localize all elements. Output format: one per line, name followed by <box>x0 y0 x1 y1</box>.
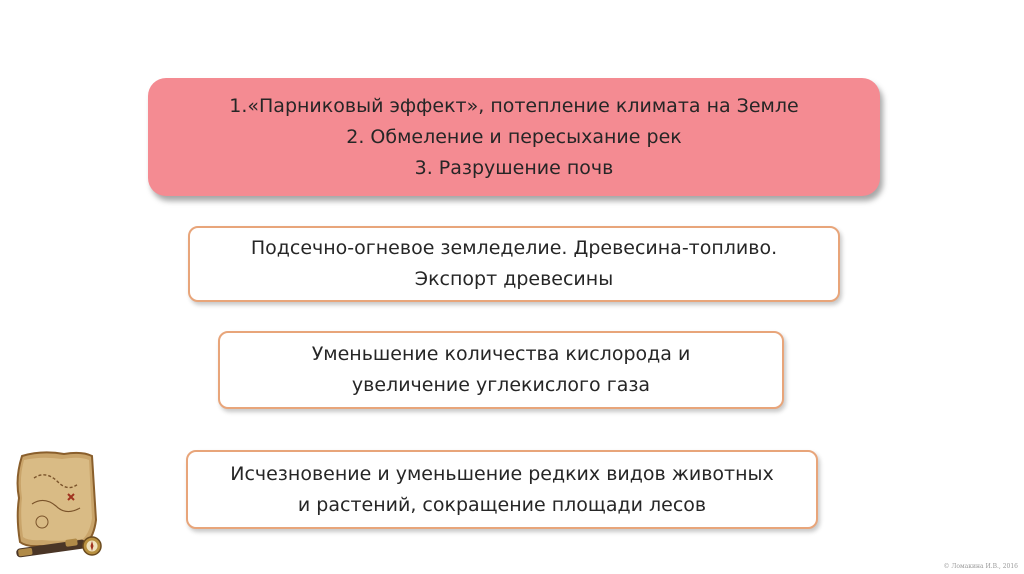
oxygen-box <box>218 331 784 409</box>
species-line-1: Исчезновение и уменьшение редких видов животных <box>230 462 774 485</box>
treasure-map-spyglass-compass-icon <box>12 448 104 560</box>
species-box <box>186 450 818 529</box>
effects-box <box>148 78 880 196</box>
causes-box <box>188 226 840 302</box>
effects-line-3: 3. Разрушение почв <box>414 156 614 179</box>
species-line-2: и растений, сокращение площади лесов <box>297 493 707 516</box>
copyright-text: © Ломакина И.В., 2016 <box>943 563 1018 570</box>
causes-line-2: Экспорт древесины <box>414 268 614 290</box>
oxygen-line-1: Уменьшение количества кислорода и <box>311 343 691 365</box>
oxygen-line-2: увеличение углекислого газа <box>351 374 651 396</box>
effects-line-1: 1.«Парниковый эффект», потепление климата на Земле <box>229 94 799 117</box>
effects-line-2: 2. Обмеление и пересыхание рек <box>346 125 682 148</box>
causes-line-1: Подсечно-огневое земледелие. Древесина-топливо. <box>250 237 778 259</box>
